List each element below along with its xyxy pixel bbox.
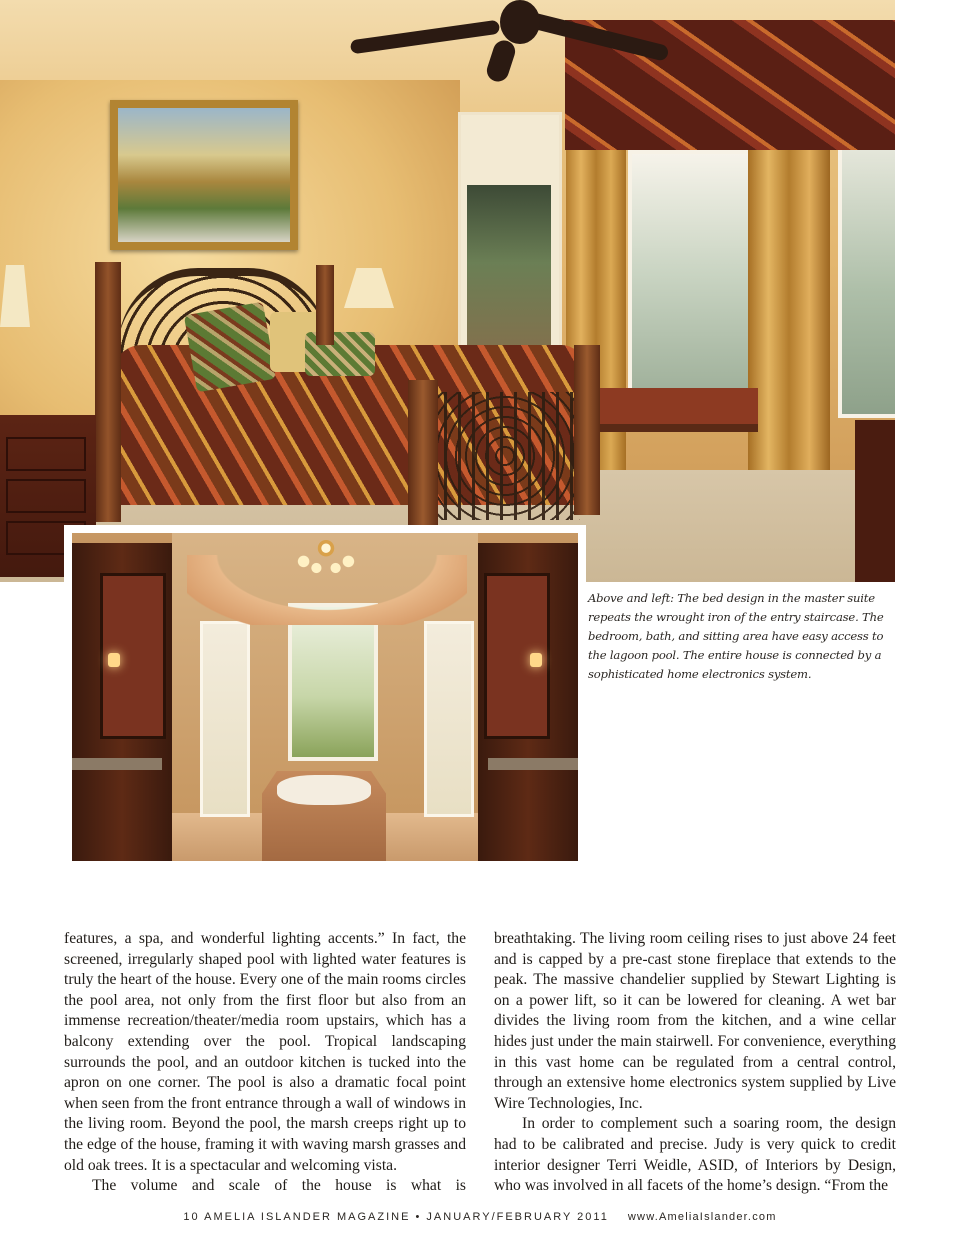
bedroom-photo bbox=[0, 0, 895, 582]
publication-name: AMELIA ISLANDER MAGAZINE bbox=[204, 1211, 411, 1223]
article-paragraph: The volume and scale of the house is what is bbox=[92, 1177, 466, 1195]
footer-separator: • bbox=[415, 1211, 422, 1223]
landscape-painting bbox=[110, 100, 298, 250]
fan-blade bbox=[520, 10, 669, 62]
bedpost bbox=[95, 262, 121, 522]
french-door-right bbox=[424, 621, 474, 817]
page-footer bbox=[0, 1211, 960, 1223]
issue-date: JANUARY/FEBRUARY 2011 bbox=[426, 1211, 609, 1223]
photo-caption: Above and left: The bed design in the master suite repeats the wrought iron of the entry staircase. The bedroom, bath, and sitting area have easy access to the lagoon pool. The entire house is connected by a sophisticated home electronics system. bbox=[588, 591, 884, 681]
pillow bbox=[184, 302, 276, 393]
bedpost bbox=[408, 380, 438, 525]
window bbox=[628, 150, 756, 398]
side-cabinet bbox=[855, 420, 895, 582]
article-paragraph: features, a spa, and wonderful lighting accents.” In fact, the screened, irregularly shaped pool with lighted water features is truly the heart of the house. Every one of the main rooms circles the pool area, not only from the first floor but also from an immense recreation/theater/media room upstairs, which has a balcony extending over the pool. Tropical landscaping surrounds the pool, and an outdoor kitchen is tucked into the apron on one corner. The pool is also a dramatic focal point when seen from the front entrance through a wall of windows in the living room. Beyond the pool, the marsh creeps right up to the edge of the house, framing it with waving marsh grasses and old oak trees. It is a spectacular and welcoming vista. bbox=[64, 930, 466, 1174]
drawer bbox=[6, 437, 86, 471]
page-number: 10 bbox=[183, 1211, 200, 1223]
article-paragraph: breathtaking. The living room ceiling rises to just above 24 feet and is capped by a pre-cast stone fireplace that extends to the peak. The massive chandelier supplied by Stewart Lighting is on a power lift, so it can be lowered for cleaning. A wet bar divides the living room from the kitchen, and a wine cellar hides just under the main stairwell. For convenience, everything in this vast home can be regulated from a central control, through an extensive home electronics system supplied by Live Wire Technologies, Inc. bbox=[494, 930, 896, 1112]
countertop-left bbox=[72, 758, 162, 770]
painting-canvas bbox=[118, 108, 290, 242]
article-column-right bbox=[494, 929, 896, 1197]
website-url: www.AmeliaIslander.com bbox=[627, 1211, 777, 1223]
bath-window bbox=[288, 603, 378, 761]
bedpost bbox=[316, 265, 334, 345]
ceiling-fan-icon bbox=[350, 0, 680, 80]
chandelier-icon bbox=[294, 535, 358, 579]
sconce-icon bbox=[530, 653, 542, 667]
fan-blade bbox=[484, 38, 518, 85]
bathtub bbox=[277, 775, 371, 805]
wrought-iron-footboard bbox=[430, 392, 580, 520]
fan-blade bbox=[350, 20, 500, 55]
drape-right bbox=[748, 120, 830, 470]
article-column-left bbox=[64, 929, 466, 1197]
bedpost bbox=[574, 345, 600, 515]
window-bench bbox=[598, 388, 758, 432]
drawer bbox=[6, 479, 86, 513]
bathroom-photo-frame bbox=[64, 525, 586, 869]
bathroom-photo bbox=[72, 533, 578, 861]
french-door-left bbox=[200, 621, 250, 817]
article-paragraph: In order to complement such a soaring room, the design had to be calibrated and precise. Judy is very quick to credit interior designer Terri Weidle, ASID, of Interiors by Design, who was involved in all facets of the home’s design. “From the bbox=[494, 1115, 896, 1195]
countertop-right bbox=[488, 758, 578, 770]
sconce-icon bbox=[108, 653, 120, 667]
fan-motor bbox=[500, 0, 540, 44]
